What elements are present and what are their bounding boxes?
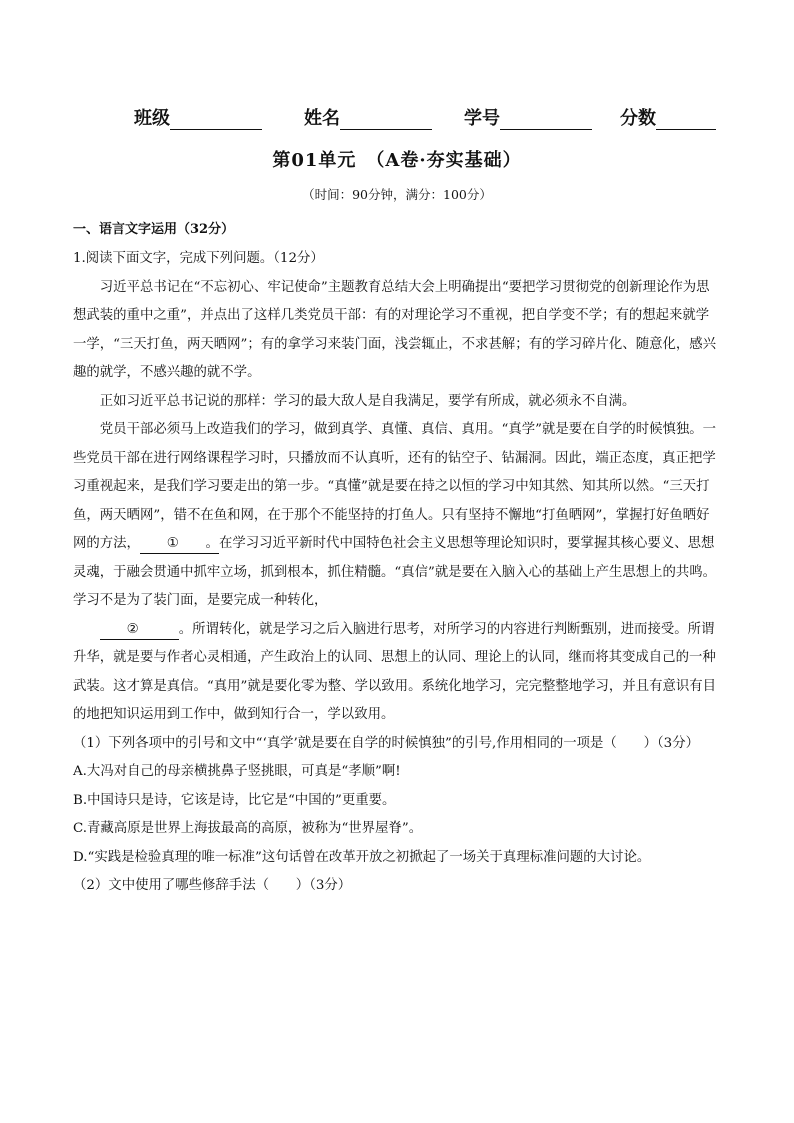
score-field [620, 104, 716, 130]
name-blank[interactable] [340, 109, 432, 130]
sub-question-1: （1）下列各项中的引号和文中“‘真学’就是要在自学的时候慎独”的引号,作用相同的一项是（ ）（3分） [73, 735, 699, 751]
student-info-row [134, 104, 734, 130]
paragraph-3-part-b: 在学习习近平新时代中国特色社会主义思想等理论知识时，要掌握其核心要义、思想灵魂，于融会贯通中抓牢立场，抓到根本，抓住精髓。“真信”就是要在入脑入心的基础上产生思想上的共鸣。学习不是为了装门面，是要完成一种转化， [73, 536, 717, 608]
option-b[interactable]: B.中国诗只是诗，它该是诗，比它是“中国的”更重要。 [73, 792, 396, 808]
passage-paragraph-3 [73, 416, 721, 616]
paragraph-4-text: 。所谓转化，就是学习之后入脑进行思考，对所学习的内容进行判断甄别，进而接受。所谓升华，就是要与作者心灵相通，产生政治上的认同、思想上的认同、理论上的认同，继而将其变成自己的一种武装。这才算是真信。“真用”就是要化零为整、学以致用。系统化地学习，完完整整地学习，并且有意识有目的地把知识运用到工作中，做到知行合一，学以致用。 [73, 621, 717, 722]
student-id-field [464, 104, 592, 130]
sub-question-2: （2）文中使用了哪些修辞手法（ ）（3分） [73, 878, 352, 893]
class-field [134, 104, 262, 130]
passage-paragraph-1: 习近平总书记在“不忘初心、牢记使命”主题教育总结大会上明确提出“要把学习贯彻党的创新理论作为思想武装的重中之重”，并点出了这样几类党员干部：有的对理论学习不重视，把自学变不学；有的想起来就学一学，“三天打鱼，两天晒网”；有的拿学习来装门面，浅尝辄止，不求甚解；有的学习碎片化、随意化，感兴趣的就学，不感兴趣的就不学。 [73, 279, 717, 380]
option-a[interactable]: A.大冯对自己的母亲横挑鼻子竖挑眼，可真是“孝顺”啊! [73, 764, 401, 779]
name-label: 姓名 [304, 108, 340, 129]
blank-1[interactable]: ① 。 [140, 535, 219, 554]
section-heading: 一、语言文字运用（32分） [73, 222, 235, 237]
student-id-label: 学号 [464, 108, 500, 129]
page-title: 第01单元 （A卷·夯实基础） [272, 150, 522, 171]
paragraph-3-part-a: 党员干部必须马上改造我们的学习，做到真学、真懂、真信、真用。“真学”就是要在自学的时候慎独。一些党员干部在进行网络课程学习时，只播放而不认真听，还有的钻空子、钻漏洞。因此，端正态度，真正把学习重视起来，是我们学习要走出的第一步。“真懂”就是要在持之以恒的学习中知其然、知其所以然。“三天打鱼，两天晒网”，错不在鱼和网，在于那个不能坚持的打鱼人。只有坚持不懈地“打鱼晒网”，掌握打好鱼晒好网的方法， [73, 422, 717, 551]
question-body [73, 245, 721, 901]
score-label: 分数 [620, 108, 656, 129]
passage-paragraph-4 [73, 616, 721, 730]
time-score-note: （时间：90分钟，满分：100分） [302, 187, 492, 202]
class-label: 班级 [134, 108, 170, 129]
class-blank[interactable] [170, 109, 262, 130]
score-blank[interactable] [656, 109, 716, 130]
blank-2[interactable]: ② [100, 621, 179, 640]
passage-paragraph-2: 正如习近平总书记说的那样：学习的最大敌人是自我满足，要学有所成，就必须永不自满。 [99, 393, 636, 409]
name-field [304, 104, 432, 130]
student-id-blank[interactable] [500, 109, 592, 130]
option-c[interactable]: C.青藏高原是世界上海拔最高的高原，被称为“世界屋脊”。 [73, 821, 423, 836]
option-d[interactable]: D.“实践是检验真理的唯一标准”这句话曾在改革开放之初掀起了一场关于真理标准问题的大讨论。 [73, 849, 651, 865]
question-stem: 1.阅读下面文字，完成下列问题。（12分） [73, 251, 324, 266]
